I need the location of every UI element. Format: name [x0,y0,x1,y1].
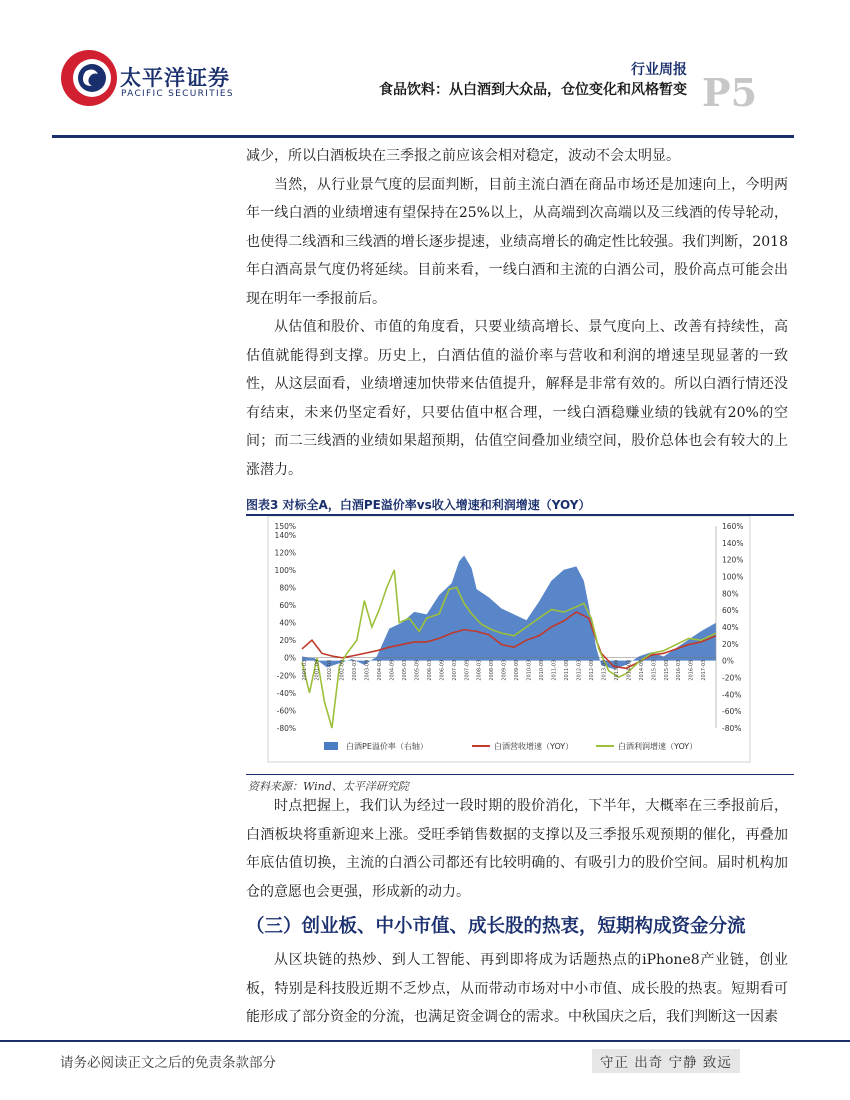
body-text-bottom [246,946,788,1032]
x-axis-tick: 2004-09 [389,659,396,681]
left-axis-tick: -80% [276,724,296,733]
report-type: 行业周报 [631,62,687,78]
x-axis-tick: 2002-03 [327,659,334,681]
right-axis-tick: 20% [722,639,739,649]
left-axis-tick: 0% [284,653,296,663]
x-axis-tick: 2014-09 [638,659,645,681]
x-axis-tick: 2013-03 [601,659,608,681]
left-axis-tick: 20% [279,636,296,646]
chart-svg [246,516,794,773]
paragraph: 从区块链的热炒、到人工智能、再到即将成为话题热点的iPhone8产业链，创业板，特别是科技股近期不乏炒点，从而带动市场对中小市值、成长股的热衷。短期看可能形成了部分资金的分流，也满足资金调仓的需求。中秋国庆之后，我们判断这一因素 [246,952,788,1025]
figure-title: 图表3 对标全A，白酒PE溢价率vs收入增速和利润增速（YOY） [246,498,591,512]
x-axis-tick: 2006-03 [426,659,433,681]
right-axis-tick: 100% [722,572,744,582]
left-axis-tick: 60% [279,601,296,611]
right-axis-tick: 120% [722,555,744,565]
x-axis-tick: 2002-09 [339,659,346,681]
x-axis-tick: 2013-09 [613,659,620,681]
page-header [0,0,850,140]
figure-source: 资料来源：Wind、太平洋研究院 [248,780,409,793]
logo-name-en: PACIFIC SECURITIES [121,89,234,99]
x-axis-tick: 2009-09 [514,659,521,681]
x-axis-tick: 2012-03 [576,659,583,681]
right-axis-tick: 40% [722,623,739,632]
logo-name-cn: 太平洋证券 [120,66,230,90]
paragraph: 当然，从行业景气度的层面判断，目前主流白酒在商品市场还是加速向上，今明两年一线白酒的业绩增速有望保持在25%以上，从高端到次高端以及三线酒的传导轮动，也使得二线酒和三线酒的增长逐步提速，业绩高增长的确定性比较强。我们判断，2018年白酒高景气度仍将延续。目前来看，一线白酒和主流的白酒公司，股价高点可能会出现在明年一季报前后。 [246,176,788,307]
right-axis-tick: 80% [722,589,739,599]
legend-pe-label: 白酒PE溢价率（右轴） [346,742,428,751]
x-axis-tick: 2008-09 [489,659,496,681]
paragraph: 时点把握上，我们认为经过一段时期的股价消化，下半年，大概率在三季报前后，白酒板块将重新迎来上涨。受旺季销售数据的支撑以及三季报乐观预期的催化，再叠加年底估值切换，主流的白酒公司都还有比较明确的、有吸引力的股价空间。届时机构加仓的意愿也会更强，形成新的动力。 [246,798,788,900]
x-axis-tick: 2007-09 [464,659,471,681]
header-divider [52,135,794,138]
x-axis-tick: 2001-03 [302,659,309,681]
footer-motto: 守正 出奇 宁静 致远 [592,1049,740,1073]
x-axis-tick: 2004-03 [376,659,383,681]
legend-profit-label: 白酒利润增速（YOY） [618,742,698,751]
left-axis-tick: -20% [276,671,296,681]
x-axis-tick: 2001-09 [314,659,321,681]
figure-bottom-rule [246,774,794,775]
report-title: 食品饮料：从白酒到大众品，仓位变化和风格暂变 [379,82,687,98]
x-axis-tick: 2010-09 [539,659,546,681]
right-axis-tick: 160% [722,522,744,531]
right-axis-tick: 140% [722,538,744,548]
x-axis-tick: 2016-09 [688,659,695,681]
right-axis-tick: 0% [722,656,734,666]
x-axis-tick: 2009-03 [501,659,508,681]
left-axis-tick: 100% [274,565,296,575]
footer-divider [0,1040,850,1042]
left-axis-tick: 40% [279,618,296,628]
left-axis-tick: -60% [276,706,296,716]
page-number: P5 [702,70,758,115]
right-axis-tick: -60% [722,707,742,717]
paragraph: 减少，所以白酒板块在三季报之前应该会相对稳定，波动不会太明显。 [246,148,680,164]
x-axis-tick: 2010-03 [526,659,533,681]
x-axis-tick: 2016-03 [676,659,683,681]
legend-pe-swatch [324,742,338,750]
x-axis-tick: 2003-03 [352,659,359,681]
x-axis-tick: 2007-03 [451,659,458,681]
x-axis-tick: 2005-03 [401,659,408,681]
left-axis-tick: 80% [279,583,296,593]
right-axis-tick: -20% [722,673,742,683]
x-axis-tick: 2017-03 [701,659,708,681]
right-axis-tick: -80% [722,724,742,733]
x-axis-tick: 2003-09 [364,659,371,681]
left-axis-tick: 120% [274,548,296,558]
x-axis-tick: 2005-09 [414,659,421,681]
x-axis-tick: 2008-03 [476,659,483,681]
left-axis-tick: 140% [274,530,296,540]
left-axis-tick: -40% [276,688,296,698]
x-axis-tick: 2012-09 [588,659,595,681]
x-axis-tick: 2015-03 [651,659,658,681]
right-axis-tick: -40% [722,690,742,700]
pacific-securities-logo-icon [58,47,120,109]
x-axis-tick: 2006-09 [439,659,446,681]
body-text-top [246,142,788,484]
body-text-mid [246,792,788,906]
chart [246,516,794,773]
footer-disclaimer: 请务必阅读正文之后的免责条款部分 [60,1055,276,1071]
paragraph: 从估值和股价、市值的角度看，只要业绩高增长、景气度向上、改善有持续性，高估值就能得到支撑。历史上，白酒估值的溢价率与营收和利润的增速呈现显著的一致性，从这层面看，业绩增速加快带来估值提升，解释是非常有效的。所以白酒行情还没有结束，未来仍坚定看好，只要估值中枢合理，一线白酒稳赚业绩的钱就有20%的空间；而二三线酒的业绩如果超预期，估值空间叠加业绩空间，股价总体也会有较大的上涨潜力。 [246,319,788,478]
legend-revenue-label: 白酒营收增速（YOY） [494,742,574,751]
x-axis-tick: 2011-09 [564,659,571,681]
x-axis-tick: 2015-09 [663,659,670,681]
right-axis-tick: 60% [722,606,739,616]
x-axis-tick: 2011-03 [551,659,558,681]
left-axis-tick: 150% [274,522,296,531]
section-heading: （三）创业板、中小市值、成长股的热衷，短期构成资金分流 [246,916,746,937]
x-axis-tick: 2014-03 [626,659,633,681]
